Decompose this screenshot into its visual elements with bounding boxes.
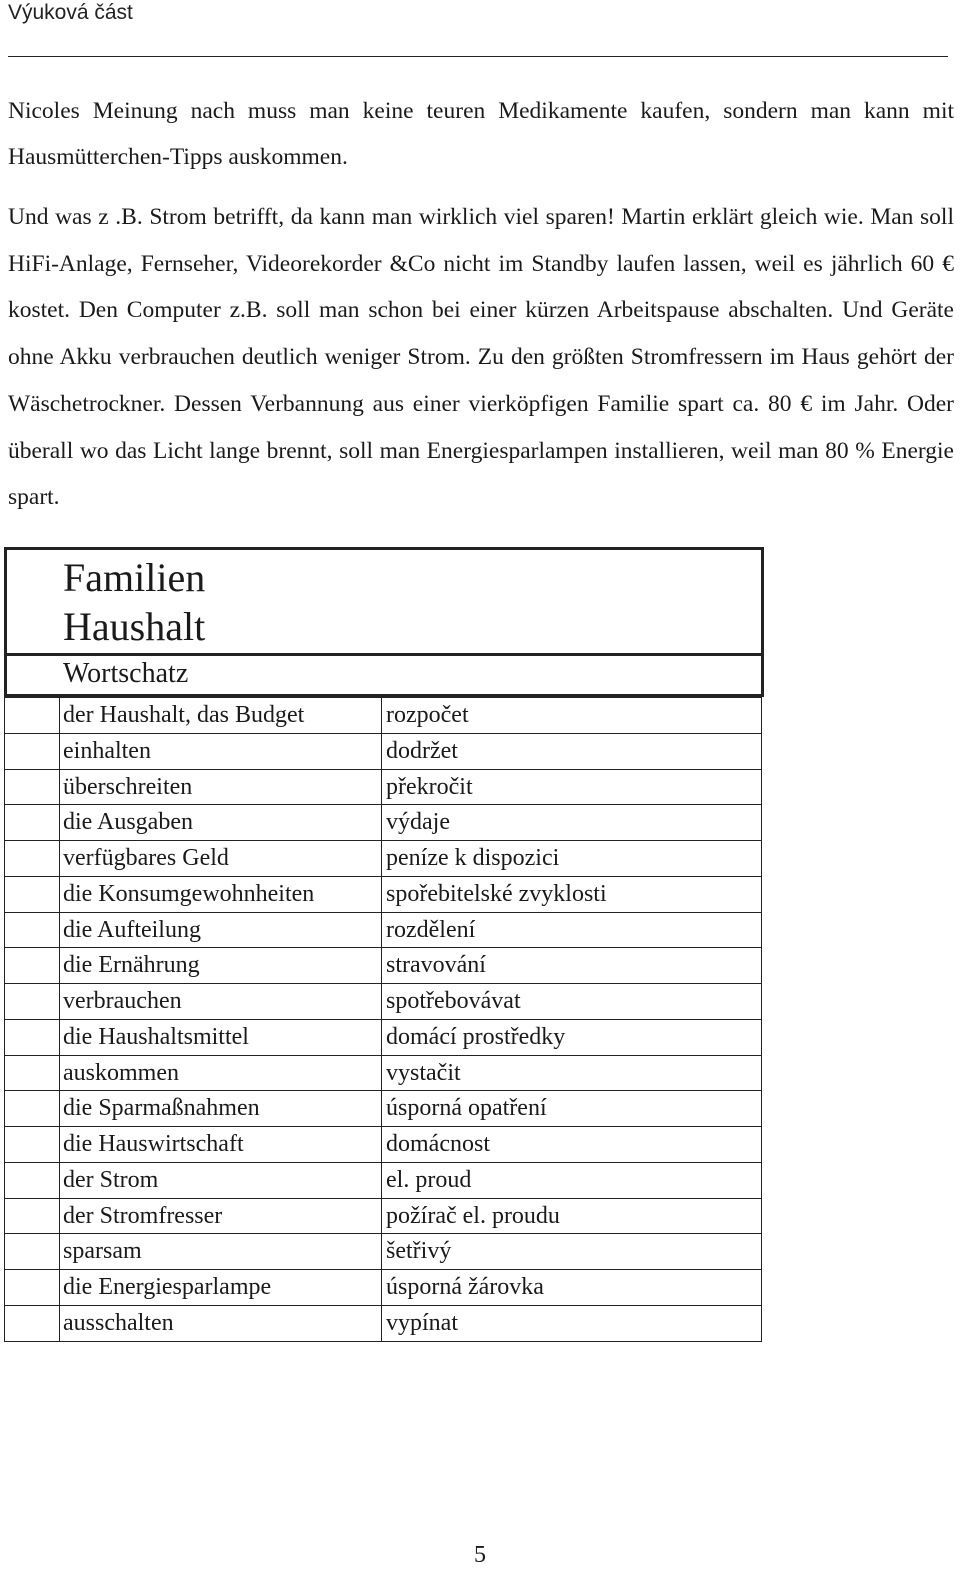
table-margin-cell xyxy=(5,877,60,912)
czech-translation: vypínat xyxy=(386,1309,458,1336)
table-row xyxy=(5,805,761,841)
czech-translation: spořebitelské zvyklosti xyxy=(386,880,607,907)
table-row xyxy=(5,734,761,770)
german-term: die Sparmaßnahmen xyxy=(60,1091,382,1126)
german-term: die Ausgaben xyxy=(60,805,382,840)
table-margin-cell xyxy=(5,1234,60,1269)
german-term: die Konsumgewohnheiten xyxy=(60,877,382,912)
czech-translation: domácnost xyxy=(386,1131,490,1157)
table-row xyxy=(5,1234,761,1270)
german-term: einhalten xyxy=(60,734,382,769)
german-term: die Energiesparlampe xyxy=(60,1270,382,1305)
table-row xyxy=(5,984,761,1020)
table-row xyxy=(5,1306,761,1342)
table-margin-cell xyxy=(5,698,60,733)
czech-translation: el. proud xyxy=(386,1166,472,1193)
table-row xyxy=(5,770,761,806)
table-margin-cell xyxy=(5,770,60,805)
german-term: die Ernährung xyxy=(60,948,382,983)
table-margin-cell xyxy=(5,1306,60,1341)
vocabulary-title-line-1: Familien xyxy=(63,555,206,600)
german-term: der Strom xyxy=(60,1163,382,1198)
table-row xyxy=(5,877,761,913)
table-row xyxy=(5,1270,761,1306)
table-margin-cell xyxy=(5,1020,60,1055)
table-margin-cell xyxy=(5,805,60,840)
czech-translation: spotřebovávat xyxy=(386,988,521,1014)
table-margin-cell xyxy=(5,913,60,948)
table-margin-cell xyxy=(5,1199,60,1234)
czech-translation: stravování xyxy=(386,952,486,979)
vocabulary-title-line-2: Haushalt xyxy=(63,604,206,649)
table-margin-cell xyxy=(5,984,60,1019)
vocabulary-subtitle: Wortschatz xyxy=(63,658,189,689)
czech-translation: rozpočet xyxy=(386,702,469,728)
table-margin-cell xyxy=(5,1270,60,1305)
german-term: die Haushaltsmittel xyxy=(60,1020,382,1055)
table-margin-cell xyxy=(5,948,60,983)
table-margin-cell xyxy=(5,1163,60,1198)
czech-translation: úsporná opatření xyxy=(386,1095,547,1122)
table-row xyxy=(5,1056,761,1092)
german-term: auskommen xyxy=(60,1056,382,1091)
vocabulary-grid xyxy=(4,697,762,1342)
czech-translation: překročit xyxy=(386,773,473,800)
table-margin-cell xyxy=(5,1091,60,1126)
czech-translation: domácí prostředky xyxy=(386,1023,566,1050)
table-margin-cell xyxy=(5,734,60,769)
czech-translation: rozdělení xyxy=(386,916,476,943)
german-term: ausschalten xyxy=(60,1306,382,1341)
table-row xyxy=(5,841,761,877)
table-margin-cell xyxy=(5,1127,60,1162)
table-margin-cell xyxy=(5,841,60,876)
paragraph-1: Nicoles Meinung nach muss man keine teuren Medikamente kaufen, sondern man kann mit Hausmütterchen-Tipps auskommen. xyxy=(8,98,954,170)
table-row xyxy=(5,1127,761,1163)
german-term: der Haushalt, das Budget xyxy=(60,698,382,733)
czech-translation: úsporná žárovka xyxy=(386,1274,544,1300)
czech-translation: šetřivý xyxy=(386,1238,452,1265)
german-term: die Aufteilung xyxy=(60,913,382,948)
czech-translation: výdaje xyxy=(386,809,450,836)
czech-translation: peníze k dispozici xyxy=(386,845,560,871)
czech-translation: požírač el. proudu xyxy=(386,1202,560,1229)
german-term: die Hauswirtschaft xyxy=(60,1127,382,1162)
table-row xyxy=(5,913,761,949)
table-row xyxy=(5,1199,761,1235)
header-rule xyxy=(8,56,948,57)
german-term: überschreiten xyxy=(60,770,382,805)
german-term: verfügbares Geld xyxy=(60,841,382,876)
german-term: der Stromfresser xyxy=(60,1199,382,1234)
table-row xyxy=(5,1091,761,1127)
table-row xyxy=(5,1163,761,1199)
paragraph-2: Und was z .B. Strom betrifft, da kann man wirklich viel sparen! Martin erklärt gleich wie. Man soll HiFi-Anlage, Fernseher, Videorekorder &Co nicht im Standby laufen lassen, weil es jährlich 60 € kostet. Den Computer z.B. soll man schon bei einer kürzen Arbeitspause abschalten. Und Geräte ohne Akku verbrauchen deutlich weniger Strom. Zu den größten Stromfressern im Haus gehört der Wäschetrockner. Dessen Verbannung aus einer vierköpfigen Familie spart ca. 80 € im Jahr. Oder überall wo das Licht lange brennt, soll man Energiesparlampen installieren, weil man 80 % Energie spart. xyxy=(8,204,954,511)
table-row xyxy=(5,1020,761,1056)
german-term: sparsam xyxy=(60,1234,382,1269)
page-number: 5 xyxy=(474,1542,486,1568)
german-term: verbrauchen xyxy=(60,984,382,1019)
czech-translation: dodržet xyxy=(386,737,458,764)
table-row xyxy=(5,948,761,984)
page-header: Výuková část xyxy=(8,1,133,24)
czech-translation: vystačit xyxy=(386,1059,461,1086)
table-margin-cell xyxy=(5,1056,60,1091)
table-row xyxy=(5,698,761,734)
